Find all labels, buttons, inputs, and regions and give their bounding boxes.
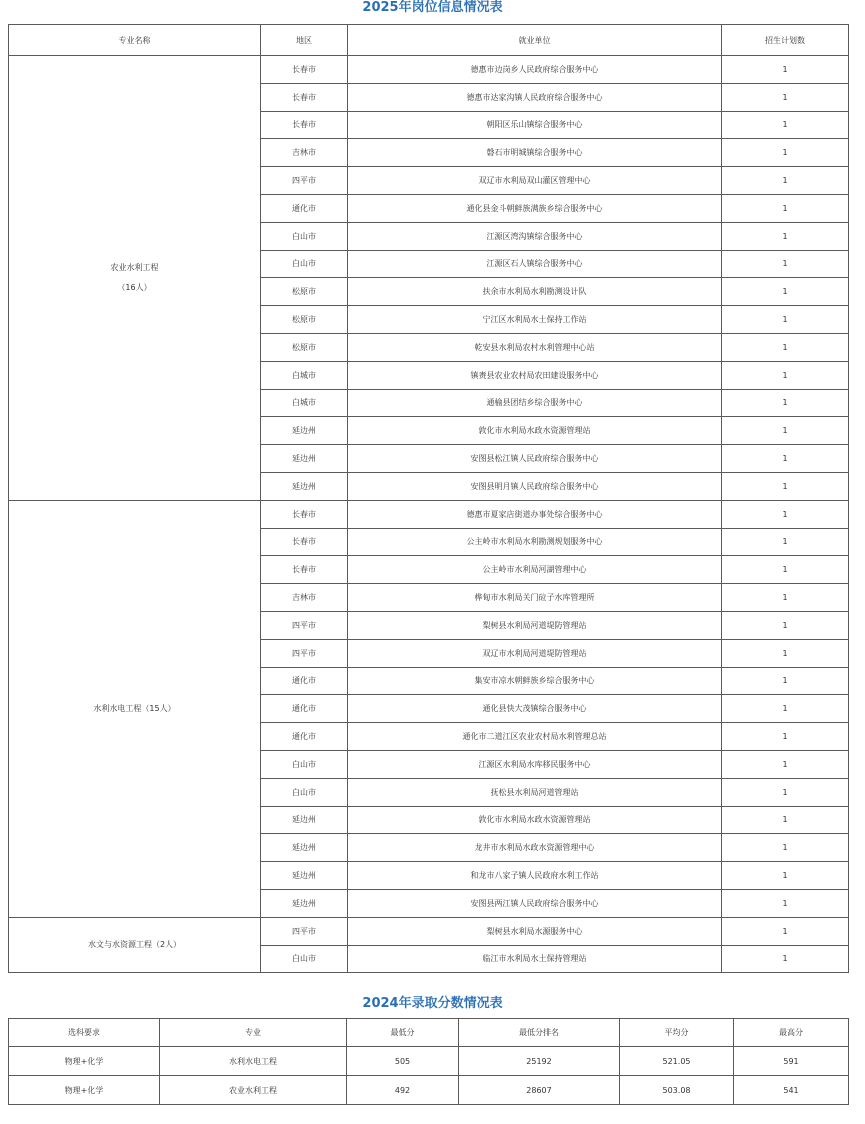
region-cell: 四平市 (261, 917, 348, 945)
unit-cell: 宁江区水利局水土保持工作站 (348, 306, 722, 334)
region-cell: 长春市 (261, 83, 348, 111)
plan-cell: 1 (722, 778, 849, 806)
region-cell: 长春市 (261, 500, 348, 528)
score-table (8, 1018, 849, 1105)
job-info-table (8, 24, 849, 973)
region-cell: 长春市 (261, 111, 348, 139)
region-cell: 长春市 (261, 528, 348, 556)
plan-cell: 1 (722, 528, 849, 556)
region-cell: 通化市 (261, 194, 348, 222)
table-row (9, 1076, 849, 1105)
table-row (9, 917, 849, 945)
plan-cell: 1 (722, 333, 849, 361)
unit-cell: 朝阳区乐山镇综合服务中心 (348, 111, 722, 139)
region-cell: 吉林市 (261, 584, 348, 612)
plan-cell: 1 (722, 500, 849, 528)
plan-cell: 1 (722, 639, 849, 667)
table1-title: 2025年岗位信息情况表 (362, 0, 503, 15)
table-header-row (9, 25, 849, 56)
region-cell: 延边州 (261, 806, 348, 834)
unit-cell: 通化市二道江区农业农村局水利管理总站 (348, 723, 722, 751)
region-cell: 白山市 (261, 250, 348, 278)
plan-cell: 1 (722, 278, 849, 306)
unit-cell: 江源区石人镇综合服务中心 (348, 250, 722, 278)
plan-cell: 1 (722, 917, 849, 945)
plan-cell: 1 (722, 834, 849, 862)
region-cell: 延边州 (261, 862, 348, 890)
subject-cell: 物理+化学 (9, 1076, 160, 1105)
plan-cell: 1 (722, 250, 849, 278)
region-cell: 四平市 (261, 167, 348, 195)
header-min-rank: 最低分排名 (459, 1019, 620, 1047)
unit-cell: 桦甸市水利局关门砬子水库管理所 (348, 584, 722, 612)
major-cell (9, 917, 261, 973)
header-min-score: 最低分 (347, 1019, 459, 1047)
min-rank-cell: 25192 (459, 1047, 620, 1076)
unit-cell: 磐石市明城镇综合服务中心 (348, 139, 722, 167)
unit-cell: 通榆县团结乡综合服务中心 (348, 389, 722, 417)
job-info-body (9, 56, 849, 973)
plan-cell: 1 (722, 222, 849, 250)
table-row (9, 1047, 849, 1076)
region-cell: 松原市 (261, 278, 348, 306)
region-cell: 白山市 (261, 222, 348, 250)
header-subject: 选科要求 (9, 1019, 160, 1047)
plan-cell: 1 (722, 695, 849, 723)
unit-cell: 龙井市水利局水政水资源管理中心 (348, 834, 722, 862)
major-cell: 水利水电工程 (160, 1047, 347, 1076)
major-name: 农业水利工程 (110, 262, 159, 272)
avg-score-cell: 521.05 (620, 1047, 734, 1076)
region-cell: 白城市 (261, 389, 348, 417)
unit-cell: 德惠市夏家店街道办事处综合服务中心 (348, 500, 722, 528)
plan-cell: 1 (722, 472, 849, 500)
unit-cell: 安图县松江镇人民政府综合服务中心 (348, 445, 722, 473)
major-name: 水利水电工程（15人） (93, 703, 176, 713)
region-cell: 四平市 (261, 611, 348, 639)
header-plan: 招生计划数 (722, 25, 849, 56)
unit-cell: 公主岭市水利局水利勘测规划服务中心 (348, 528, 722, 556)
region-cell: 白山市 (261, 945, 348, 973)
region-cell: 白城市 (261, 361, 348, 389)
plan-cell: 1 (722, 889, 849, 917)
max-score-cell: 591 (734, 1047, 849, 1076)
region-cell: 通化市 (261, 667, 348, 695)
region-cell: 白山市 (261, 750, 348, 778)
plan-cell: 1 (722, 862, 849, 890)
plan-cell: 1 (722, 56, 849, 84)
major-cell (9, 500, 261, 917)
region-cell: 延边州 (261, 445, 348, 473)
unit-cell: 德惠市边岗乡人民政府综合服务中心 (348, 56, 722, 84)
min-rank-cell: 28607 (459, 1076, 620, 1105)
plan-cell: 1 (722, 389, 849, 417)
unit-cell: 双辽市水利局河道堤防管理站 (348, 639, 722, 667)
header-avg-score: 平均分 (620, 1019, 734, 1047)
region-cell: 延边州 (261, 889, 348, 917)
plan-cell: 1 (722, 945, 849, 973)
avg-score-cell: 503.08 (620, 1076, 734, 1105)
region-cell: 松原市 (261, 333, 348, 361)
unit-cell: 敦化市水利局水政水资源管理站 (348, 806, 722, 834)
plan-cell: 1 (722, 83, 849, 111)
header-max-score: 最高分 (734, 1019, 849, 1047)
score-body (9, 1047, 849, 1105)
unit-cell: 扶余市水利局水利勘测设计队 (348, 278, 722, 306)
unit-cell: 抚松县水利局河道管理站 (348, 778, 722, 806)
major-cell: 农业水利工程 (160, 1076, 347, 1105)
subject-cell: 物理+化学 (9, 1047, 160, 1076)
plan-cell: 1 (722, 306, 849, 334)
max-score-cell: 541 (734, 1076, 849, 1105)
unit-cell: 江源区湾沟镇综合服务中心 (348, 222, 722, 250)
unit-cell: 公主岭市水利局河湖管理中心 (348, 556, 722, 584)
plan-cell: 1 (722, 611, 849, 639)
unit-cell: 德惠市达家沟镇人民政府综合服务中心 (348, 83, 722, 111)
region-cell: 延边州 (261, 834, 348, 862)
table2-title: 2024年录取分数情况表 (362, 996, 503, 1011)
major-cell (9, 56, 261, 501)
header-major: 专业名称 (9, 25, 261, 56)
plan-cell: 1 (722, 111, 849, 139)
unit-cell: 临江市水利局水土保持管理站 (348, 945, 722, 973)
min-score-cell: 505 (347, 1047, 459, 1076)
unit-cell: 镇赉县农业农村局农田建设服务中心 (348, 361, 722, 389)
unit-cell: 敦化市水利局水政水资源管理站 (348, 417, 722, 445)
region-cell: 延边州 (261, 472, 348, 500)
unit-cell: 集安市凉水朝鲜族乡综合服务中心 (348, 667, 722, 695)
plan-cell: 1 (722, 167, 849, 195)
plan-cell: 1 (722, 139, 849, 167)
unit-cell: 安图县两江镇人民政府综合服务中心 (348, 889, 722, 917)
table-row (9, 500, 849, 528)
unit-cell: 双辽市水利局双山灌区管理中心 (348, 167, 722, 195)
region-cell: 四平市 (261, 639, 348, 667)
unit-cell: 江源区水利局水库移民服务中心 (348, 750, 722, 778)
unit-cell: 通化县金斗朝鲜族满族乡综合服务中心 (348, 194, 722, 222)
region-cell: 松原市 (261, 306, 348, 334)
region-cell: 长春市 (261, 56, 348, 84)
plan-cell: 1 (722, 667, 849, 695)
table-header-row (9, 1019, 849, 1047)
plan-cell: 1 (722, 723, 849, 751)
header-region: 地区 (261, 25, 348, 56)
unit-cell: 乾安县水利局农村水利管理中心站 (348, 333, 722, 361)
unit-cell: 通化县快大茂镇综合服务中心 (348, 695, 722, 723)
region-cell: 白山市 (261, 778, 348, 806)
plan-cell: 1 (722, 361, 849, 389)
region-cell: 通化市 (261, 695, 348, 723)
region-cell: 吉林市 (261, 139, 348, 167)
region-cell: 通化市 (261, 723, 348, 751)
major-count: （16人） (117, 282, 152, 292)
major-name: 水文与水资源工程（2人） (87, 940, 182, 949)
min-score-cell: 492 (347, 1076, 459, 1105)
plan-cell: 1 (722, 584, 849, 612)
plan-cell: 1 (722, 445, 849, 473)
plan-cell: 1 (722, 556, 849, 584)
unit-cell: 和龙市八家子镇人民政府水利工作站 (348, 862, 722, 890)
unit-cell: 安图县明月镇人民政府综合服务中心 (348, 472, 722, 500)
plan-cell: 1 (722, 806, 849, 834)
unit-cell: 梨树县水利局河道堤防管理站 (348, 611, 722, 639)
unit-cell: 梨树县水利局水源服务中心 (348, 917, 722, 945)
header-major: 专业 (160, 1019, 347, 1047)
region-cell: 长春市 (261, 556, 348, 584)
table-row (9, 56, 849, 84)
plan-cell: 1 (722, 750, 849, 778)
plan-cell: 1 (722, 194, 849, 222)
header-unit: 就业单位 (348, 25, 722, 56)
plan-cell: 1 (722, 417, 849, 445)
region-cell: 延边州 (261, 417, 348, 445)
